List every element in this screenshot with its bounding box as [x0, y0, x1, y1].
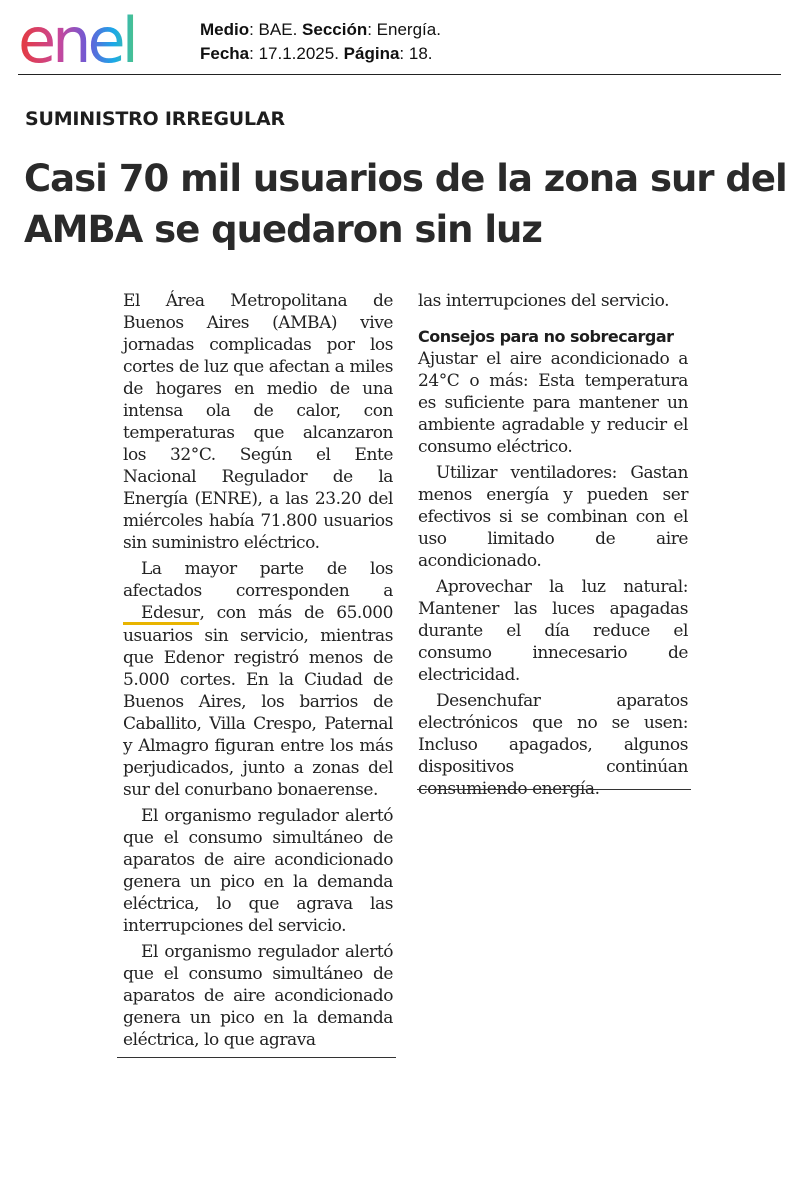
tip-3: Aprovechar la luz natural: Mantener las luces apagadas durante el día reduce el consumo innecesario de electricidad. [418, 577, 688, 685]
header-divider [18, 74, 781, 75]
seccion-value: : Energía. [367, 20, 441, 39]
enel-logo [18, 8, 170, 68]
tip-2: Utilizar ventiladores: Gastan menos energía y pueden ser efectivos si se combinan con el uso limitado de aire acondicionado. [418, 463, 688, 571]
paragraph-2-end: , con más de 65.000 usuarios sin servicio, mientras que Edenor registró menos de 5.000 cortes. En la Ciudad de Buenos Aires, los barrios de Caballito, Villa Crespo, Paternal y Almagro figuran entre los más perjudicados, junto a zonas del sur del conurbano bonaerense. [123, 603, 393, 800]
column-left-end-rule [117, 1057, 396, 1058]
publication-meta [200, 18, 441, 66]
paragraph-2 [123, 558, 393, 801]
paragraph-1: El Área Metropolitana de Buenos Aires (AMBA) vive jornadas complicadas por los cortes de luz que afectan a miles de hogares en medio de una intensa ola de calor, con temperaturas que alcanzaron los 32°C. Según el Ente Nacional Regulador de la Energía (ENRE), a las 23.20 del miércoles había 71.800 usuarios sin suministro eléctrico. [123, 291, 393, 553]
paragraph-continuation: las interrupciones del servicio. [418, 291, 670, 311]
seccion-label: Sección [302, 20, 368, 39]
article-headline: Casi 70 mil usuarios de la zona sur del AMBA se quedaron sin luz [24, 157, 787, 251]
meta-line-2 [200, 42, 441, 66]
pagina-value: : 18. [399, 44, 433, 63]
paragraph-3: El organismo regulador alertó que el consumo simultáneo de aparatos de aire acondicionado genera un pico en la demanda eléctrica, lo que agrava las interrupciones del servicio. [123, 806, 393, 936]
highlighted-term-edesur: Edesur [123, 604, 199, 625]
tips-subheading: Consejos para no sobrecargar [418, 327, 674, 346]
article-column-right [418, 290, 688, 804]
pagina-label: Página [343, 44, 400, 63]
tip-1: Ajustar el aire acondicionado a 24°C o más: Esta temperatura es suficiente para mantener un ambiente agradable y reducir el consumo eléctrico. [418, 349, 688, 457]
meta-line-1 [200, 18, 441, 42]
tip-4: Desenchufar aparatos electrónicos que no se usen: Incluso apagados, algunos dispositivos continúan consumiendo energía. [418, 691, 688, 799]
logo-wordmark: enel [18, 8, 135, 68]
medio-value: : BAE. [249, 20, 303, 39]
paragraph-2-start: La mayor parte de los afectados corresponden a [123, 559, 393, 601]
paragraph-4: El organismo regulador alertó que el consumo simultáneo de aparatos de aire acondicionado genera un pico en la demanda eléctrica, lo que agrava [123, 942, 393, 1050]
article-kicker: SUMINISTRO IRREGULAR [25, 108, 285, 130]
fecha-label: Fecha [200, 44, 250, 63]
column-right-end-rule [417, 789, 691, 790]
medio-label: Medio [200, 20, 250, 39]
article-column-left [123, 290, 393, 1055]
fecha-value: : 17.1.2025. [249, 44, 344, 63]
